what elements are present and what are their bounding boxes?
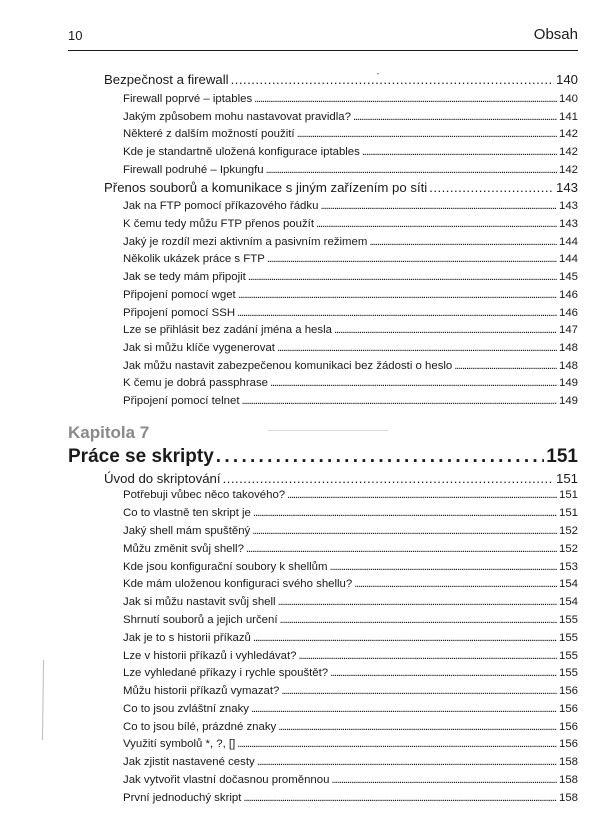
toc-entry-title: Lze vyhledané příkazy i rychle spouštět? — [123, 667, 329, 679]
toc-subentry — [123, 489, 578, 507]
toc-entry-title: Kde je standartně uložená konfigurace iptables — [123, 146, 360, 158]
toc-entry-page: 158 — [558, 774, 578, 786]
toc-entry-title: Co to jsou zvláštní znaky — [123, 703, 249, 715]
toc-subentry — [123, 543, 578, 561]
toc-entry-title: Využití symbolů *, ?, [] — [123, 738, 236, 750]
toc-entry-page: 147 — [558, 324, 578, 336]
toc-subentry — [123, 525, 578, 543]
toc-subentry — [123, 650, 578, 668]
chapter-label: Kapitola 7 — [68, 423, 150, 442]
toc-entry-title: Lze se přihlásit bez zadání jména a hesla — [123, 324, 332, 336]
toc-entry-title: Jakým způsobem mohu nastavovat pravidla? — [123, 111, 351, 123]
toc-entry-page: 142 — [558, 128, 578, 140]
toc-entry-page: 154 — [558, 596, 578, 608]
toc-subentry — [123, 703, 578, 721]
toc-subentry — [123, 561, 578, 579]
toc-entry-page: 156 — [558, 685, 578, 697]
toc-section-entry — [104, 72, 578, 92]
toc-entry-title: Firewall poprvé – iptables — [123, 93, 253, 105]
toc-subentry — [123, 614, 578, 632]
dot-leader — [237, 307, 557, 319]
pencil-scratch — [42, 660, 44, 740]
running-title: Obsah — [533, 26, 578, 43]
dot-leader — [281, 685, 557, 697]
toc-subentry — [123, 307, 578, 325]
toc-subentry — [123, 289, 578, 307]
toc-entry-page: 153 — [558, 561, 578, 573]
dot-leader — [254, 93, 557, 105]
dot-leader — [253, 507, 557, 519]
dot-leader — [429, 180, 554, 195]
toc-subentry — [123, 253, 578, 271]
toc-entry-title: Připojení pomocí SSH — [123, 307, 236, 319]
toc-subentry — [123, 128, 578, 146]
dot-leader — [298, 650, 557, 662]
toc-entry-title: Přenos souborů a komunikace s jiným zařízením po síti — [104, 180, 428, 195]
dot-leader — [278, 721, 557, 733]
toc-entry-title: Jaký je rozdíl mezi aktivním a pasivním režimem — [123, 236, 368, 248]
dot-leader — [243, 792, 557, 804]
dot-leader — [216, 446, 545, 468]
toc-entry-title: Připojení pomocí telnet — [123, 395, 240, 407]
toc-entry-title: Můžu změnit svůj shell? — [123, 543, 244, 555]
toc-entry-page: 154 — [558, 578, 578, 590]
dot-leader — [270, 377, 557, 389]
dot-leader — [266, 164, 557, 176]
page-header — [68, 22, 578, 52]
header-rule — [68, 50, 578, 51]
toc-entry-page: 149 — [558, 377, 578, 389]
dot-leader — [246, 543, 557, 555]
toc-subentry — [123, 218, 578, 236]
toc-entry-page: 146 — [558, 289, 578, 301]
toc-subentry — [123, 774, 578, 792]
toc-entry-page: 140 — [555, 72, 578, 87]
toc-subentry — [123, 93, 578, 111]
toc-entry-title: Kde mám uloženou konfiguraci svého shellu? — [123, 578, 353, 590]
dot-leader — [231, 72, 554, 87]
toc-entry-page: 141 — [558, 111, 578, 123]
toc-entry-page: 151 — [555, 471, 578, 486]
chapter-rule — [268, 430, 388, 431]
toc-entry-title: Můžu historii příkazů vymazat? — [123, 685, 280, 697]
toc-entry-title: Jaký shell mám spuštěný — [123, 525, 251, 537]
dot-leader — [277, 342, 557, 354]
toc-entry-page: 143 — [558, 200, 578, 212]
toc-entry-page: 151 — [558, 489, 578, 501]
toc-subentry — [123, 685, 578, 703]
toc-entry-title: K čemu tedy můžu FTP přenos použít — [123, 218, 314, 230]
chapter-page: 151 — [546, 446, 578, 467]
dot-leader — [237, 738, 557, 750]
toc-subentry — [123, 146, 578, 164]
dot-leader — [330, 667, 557, 679]
dot-leader — [287, 489, 557, 501]
toc-entry-page: 152 — [558, 525, 578, 537]
toc-subentry — [123, 507, 578, 525]
toc-subentry — [123, 377, 578, 395]
dot-leader — [334, 324, 557, 336]
toc-entry-title: První jednoduchý skript — [123, 792, 242, 804]
toc-entry-title: Bezpečnost a firewall — [104, 72, 229, 87]
toc-entry-title: Jak zjistit nastavené cesty — [123, 756, 255, 768]
toc-entry-title: Potřebuji vůbec něco takového? — [123, 489, 286, 501]
toc-entry-title: Jak na FTP pomocí příkazového řádku — [123, 200, 319, 212]
toc-subentry — [123, 324, 578, 342]
toc-subentry — [123, 738, 578, 756]
dot-leader — [297, 128, 557, 140]
toc-entry-title: Jak je to s historii příkazů — [123, 632, 251, 644]
toc-entry-page: 143 — [558, 218, 578, 230]
toc-entry-page: 146 — [558, 307, 578, 319]
toc-entry-page: 156 — [558, 721, 578, 733]
toc-section-entry — [104, 471, 578, 491]
toc-entry-title: Úvod do skriptování — [104, 471, 221, 486]
toc-entry-page: 155 — [558, 667, 578, 679]
dot-leader — [223, 471, 554, 486]
dot-leader — [320, 200, 557, 212]
toc-entry-title: Některé z dalším možností použití — [123, 128, 295, 140]
toc-entry-page: 152 — [558, 543, 578, 555]
toc-entry-page: 145 — [558, 271, 578, 283]
toc-entry-title: Co to vlastně ten skript je — [123, 507, 251, 519]
dot-leader — [238, 289, 557, 301]
toc-entry-title: Několik ukázek práce s FTP — [123, 253, 265, 265]
dot-leader — [280, 614, 557, 626]
toc-entry-page: 158 — [558, 792, 578, 804]
toc-subentry — [123, 236, 578, 254]
toc-entry-page: 155 — [558, 650, 578, 662]
toc-entry-page: 156 — [558, 703, 578, 715]
dot-leader — [316, 218, 557, 230]
dot-leader — [242, 395, 557, 407]
toc-entry-page: 144 — [558, 253, 578, 265]
toc-entry-page: 149 — [558, 395, 578, 407]
toc-subentry — [123, 395, 578, 413]
toc-entry-title: Firewall podruhé – Ipkungfu — [123, 164, 264, 176]
dot-leader — [354, 578, 557, 590]
toc-entry-page: 148 — [558, 360, 578, 372]
toc-subentry — [123, 111, 578, 129]
dot-leader — [369, 236, 557, 248]
toc-entry-title: Jak si můžu klíče vygenerovat — [123, 342, 275, 354]
chapter-title: Práce se skripty — [68, 446, 214, 467]
toc-entry-title: Jak si můžu nastavit svůj shell — [123, 596, 276, 608]
toc-entry-title: Lze v historii příkazů i vyhledávat? — [123, 650, 297, 662]
toc-subentry — [123, 342, 578, 360]
toc-subentry — [123, 667, 578, 685]
toc-entry-page: 148 — [558, 342, 578, 354]
toc-entry-title: Shrnutí souborů a jejich určení — [123, 614, 278, 626]
dot-leader — [362, 146, 557, 158]
dot-leader — [278, 596, 557, 608]
toc-entry-title: Připojení pomocí wget — [123, 289, 236, 301]
toc-subentry — [123, 632, 578, 650]
toc-entry-title: Jak vytvořit vlastní dočasnou proměnnou — [123, 774, 330, 786]
toc-entry-page: 155 — [558, 632, 578, 644]
dot-leader — [267, 253, 557, 265]
toc-entry-page: 142 — [558, 146, 578, 158]
toc-subentry — [123, 756, 578, 774]
toc-entry-title: Kde jsou konfigurační soubory k shellům — [123, 561, 328, 573]
toc-entry-title: Co to jsou bílé, prázdné znaky — [123, 721, 277, 733]
dot-leader — [454, 360, 557, 372]
toc-entry-page: 156 — [558, 738, 578, 750]
toc-entry-page: 144 — [558, 236, 578, 248]
toc-entry-page: 140 — [558, 93, 578, 105]
pen-mark: ˊ — [376, 72, 380, 84]
page-number: 10 — [68, 28, 83, 43]
toc-entry-title: K čemu je dobrá passphrase — [123, 377, 268, 389]
dot-leader — [257, 756, 557, 768]
toc-chapter-entry — [68, 446, 578, 472]
toc-entry-page: 143 — [555, 180, 578, 195]
toc-entry-title: Jak se tedy mám připojit — [123, 271, 246, 283]
toc-subentry — [123, 721, 578, 739]
dot-leader — [331, 774, 557, 786]
toc-subentry — [123, 360, 578, 378]
toc-entry-page: 142 — [558, 164, 578, 176]
dot-leader — [330, 561, 557, 573]
toc-subentry — [123, 596, 578, 614]
toc-subentry — [123, 792, 578, 810]
toc-entry-title: Jak můžu nastavit zabezpečenou komunikaci bez žádosti o heslo — [123, 360, 453, 372]
dot-leader — [251, 703, 557, 715]
dot-leader — [252, 525, 557, 537]
dot-leader — [253, 632, 557, 644]
toc-subentry — [123, 200, 578, 218]
dot-leader — [353, 111, 557, 123]
toc-entry-page: 158 — [558, 756, 578, 768]
dot-leader — [248, 271, 557, 283]
toc-section-entry — [104, 180, 578, 200]
toc-entry-page: 151 — [558, 507, 578, 519]
toc-subentry — [123, 271, 578, 289]
toc-entry-page: 155 — [558, 614, 578, 626]
toc-subentry — [123, 578, 578, 596]
